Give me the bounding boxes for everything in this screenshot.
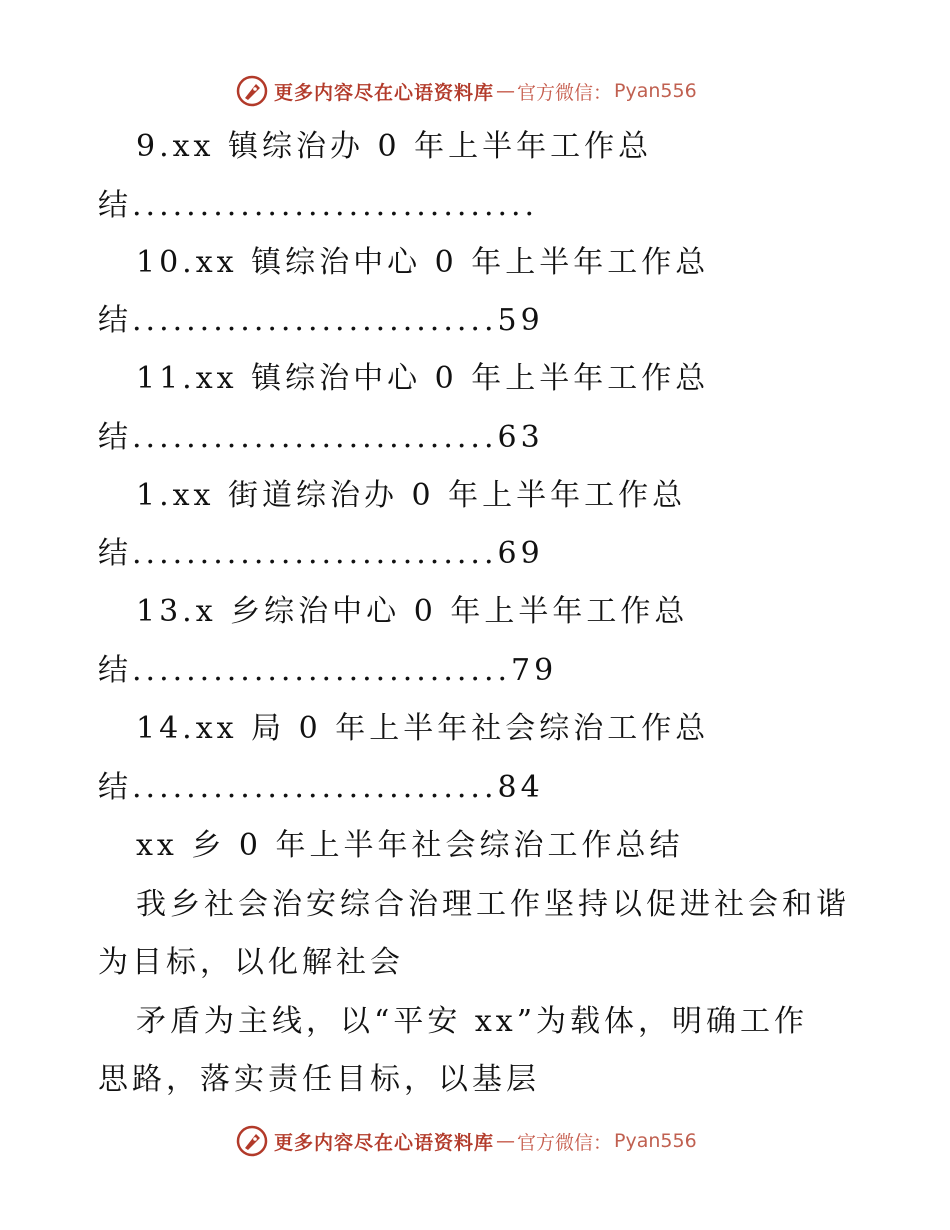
toc-entry-page: 84 <box>497 770 544 805</box>
toc-entry-dots: .............................. <box>132 188 539 223</box>
toc-entry-page: 59 <box>497 303 544 338</box>
watermark-wechat-id: Pyan556 <box>614 80 697 102</box>
toc-entry-title: 10.xx 镇综治中心 0 年上半年工作总 <box>136 245 710 280</box>
pen-nib-logo-icon <box>236 75 268 107</box>
toc-entry-page: 63 <box>497 420 544 455</box>
watermark-separator: — <box>496 80 516 102</box>
paragraph-line: 思路，落实责任目标，以基层 <box>98 1062 540 1097</box>
toc-entry-tail: 结 <box>98 188 132 223</box>
watermark-brand: 更多内容尽在心语资料库 <box>274 1131 495 1154</box>
watermark-banner-top <box>236 74 697 108</box>
paragraph-line: 矛盾为主线，以“平安 xx”为载体，明确工作 <box>136 1004 809 1039</box>
toc-entry-tail: 结 <box>98 653 132 688</box>
toc-entry-leader <box>98 768 544 808</box>
toc-entry-title: 13.x 乡综治中心 0 年上半年工作总 <box>136 594 689 629</box>
pen-nib-logo-icon <box>236 1125 268 1157</box>
toc-entry-dots: ........................... <box>132 420 498 455</box>
toc-entry-title: 9.xx 镇综治办 0 年上半年工作总 <box>136 129 653 164</box>
toc-entry-page: 79 <box>511 653 558 688</box>
toc-entry-leader <box>98 301 544 341</box>
watermark-wechat-label: 官方微信： <box>517 1131 613 1154</box>
toc-entry-tail: 结 <box>98 420 132 455</box>
toc-entry-leader <box>98 534 544 574</box>
toc-entry-tail: 结 <box>98 536 132 571</box>
watermark-wechat-label: 官方微信： <box>517 81 613 104</box>
toc-entry-title: 1.xx 街道综治办 0 年上半年工作总 <box>136 478 687 513</box>
toc-entry-dots: ............................ <box>132 653 512 688</box>
toc-entry-page: 69 <box>497 536 544 571</box>
toc-entry-tail: 结 <box>98 770 132 805</box>
toc-entry-leader <box>98 651 557 691</box>
toc-entry-title: 11.xx 镇综治中心 0 年上半年工作总 <box>136 361 710 396</box>
toc-entry-dots: ........................... <box>132 303 498 338</box>
paragraph-line: 为目标，以化解社会 <box>98 945 404 980</box>
toc-entry-tail: 结 <box>98 303 132 338</box>
watermark-banner-bottom <box>236 1124 697 1158</box>
toc-entry-leader <box>98 186 538 226</box>
toc-entry-title: 14.xx 局 0 年上半年社会综治工作总 <box>136 711 710 746</box>
paragraph-line: 我乡社会治安综合治理工作坚持以促进社会和谐 <box>136 887 850 922</box>
watermark-separator: — <box>496 1130 516 1152</box>
watermark-brand: 更多内容尽在心语资料库 <box>274 81 495 104</box>
toc-entry-leader <box>98 418 544 458</box>
toc-entry-dots: ........................... <box>132 770 498 805</box>
toc-entry-dots: ........................... <box>132 536 498 571</box>
watermark-wechat-id: Pyan556 <box>614 1130 697 1152</box>
section-heading: xx 乡 0 年上半年社会综治工作总结 <box>136 828 684 863</box>
